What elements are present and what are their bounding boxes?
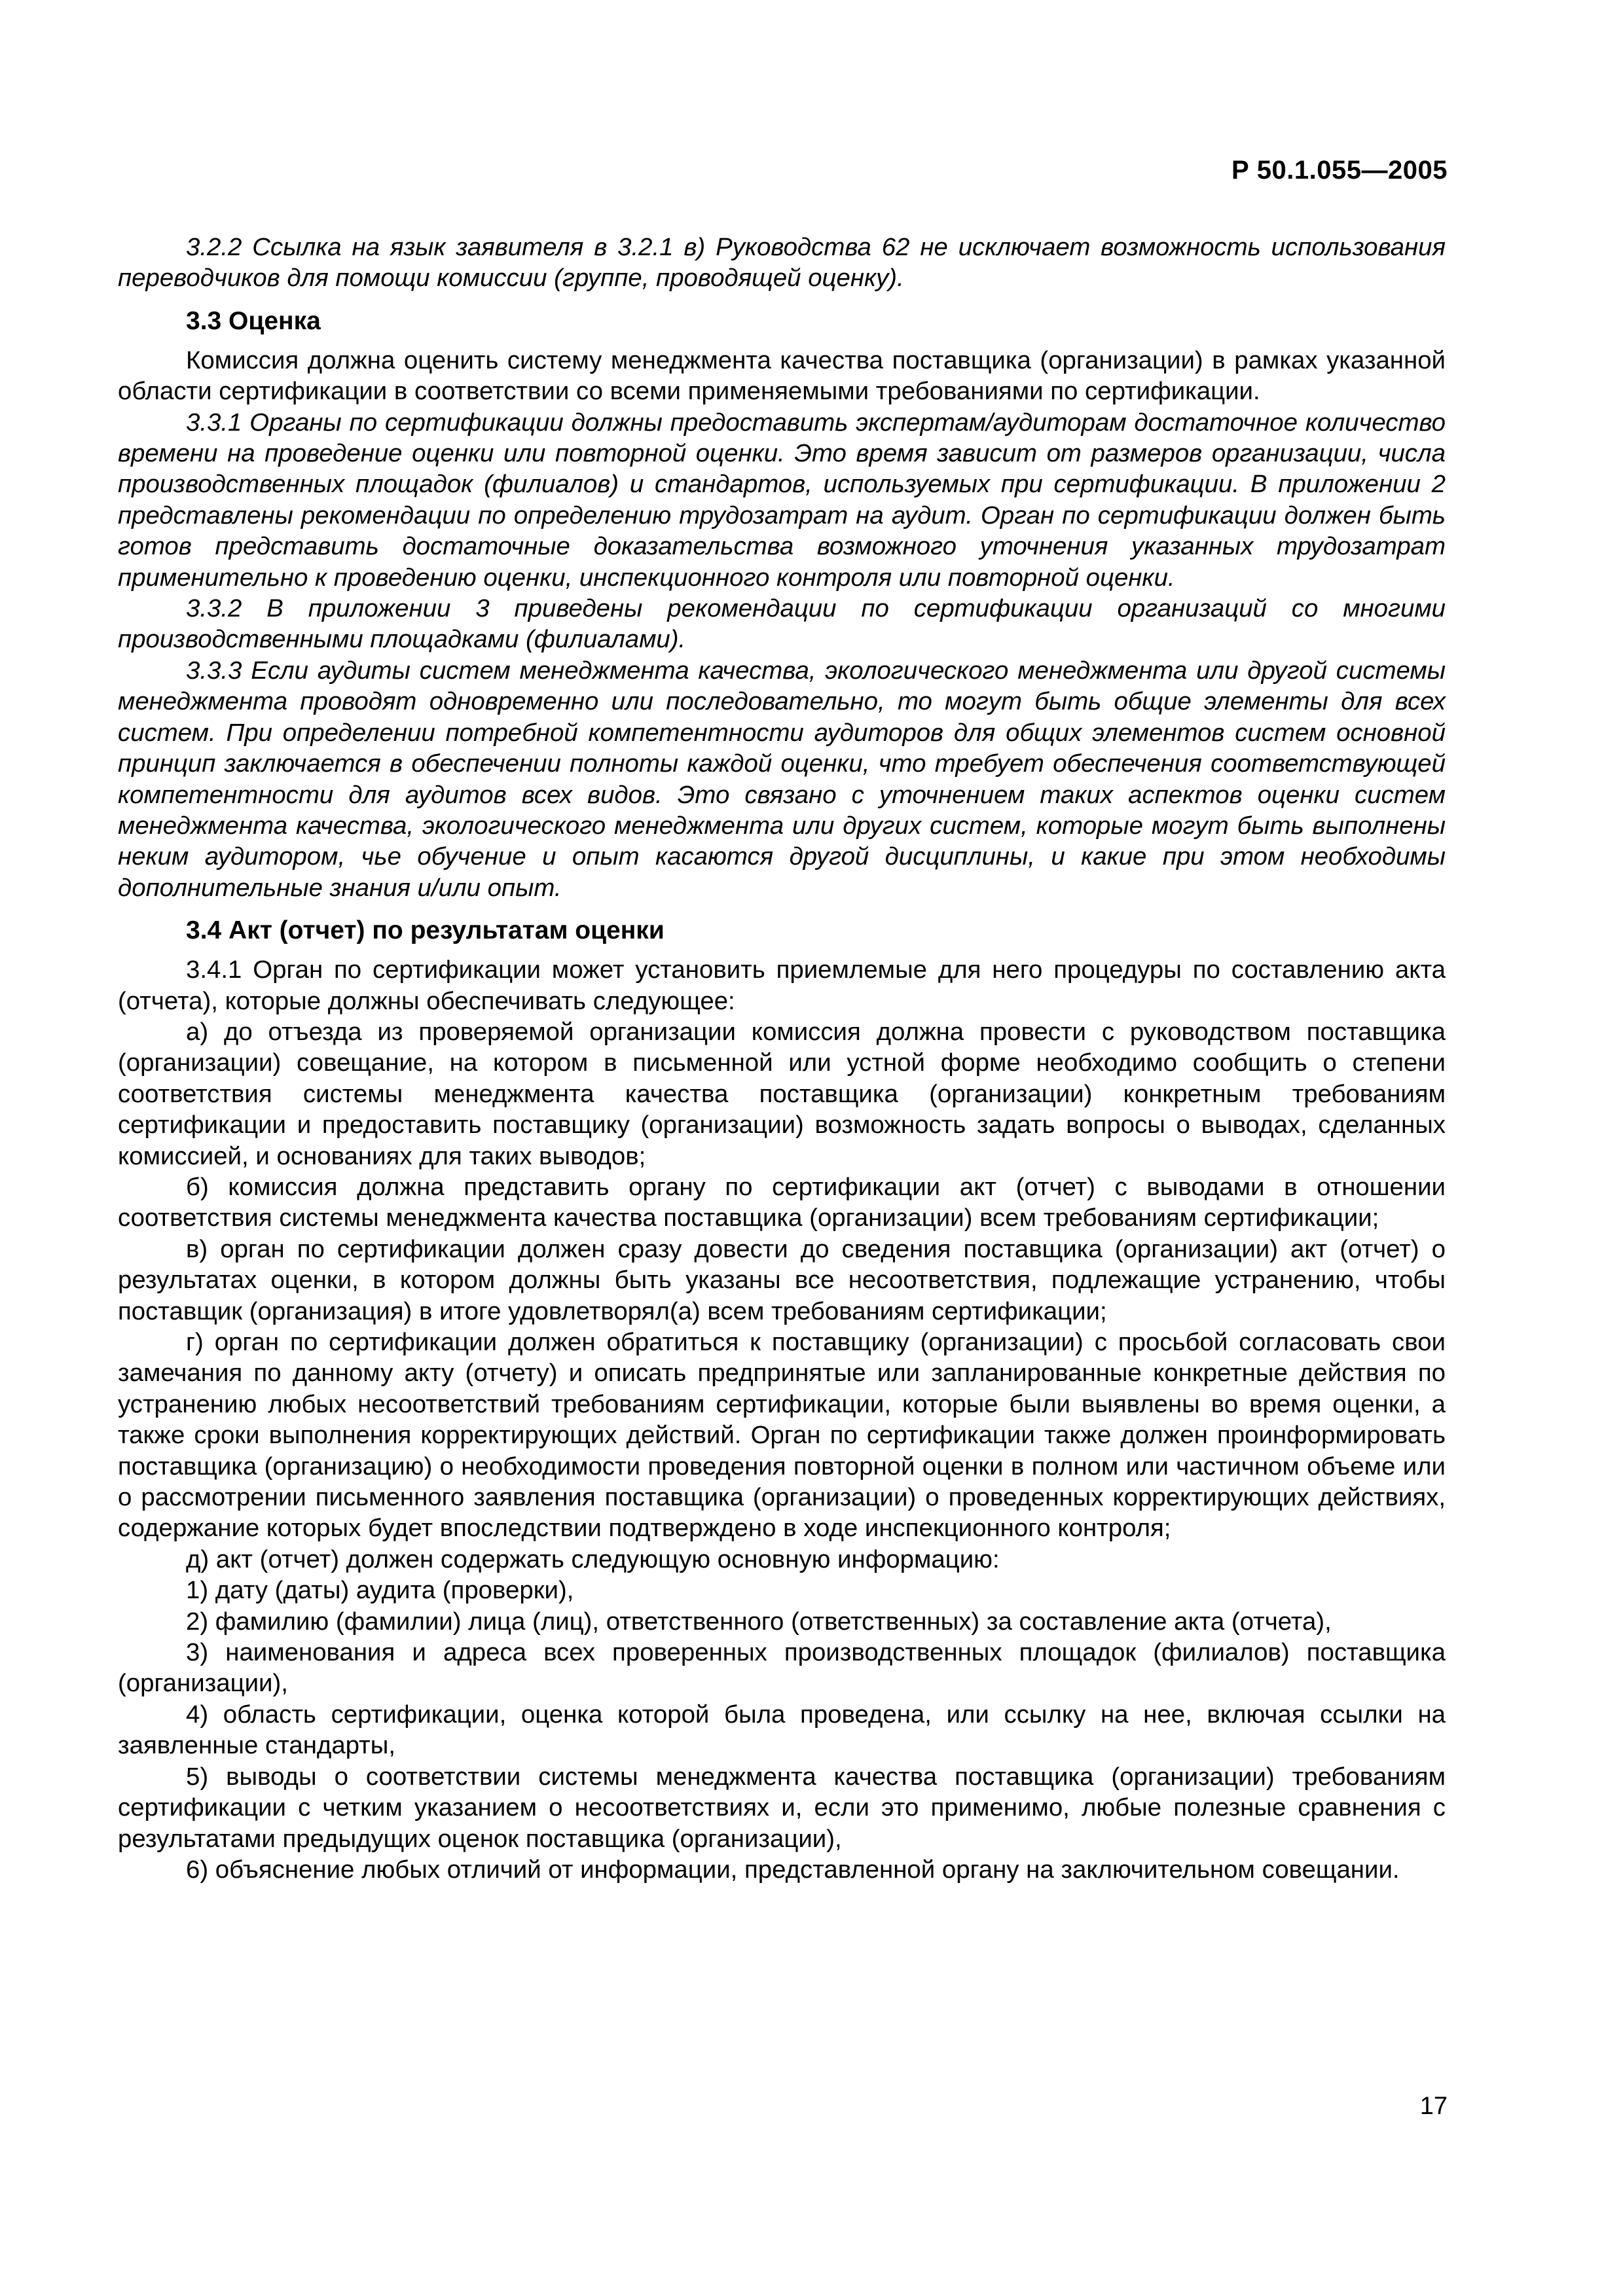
document-code-header: Р 50.1.055—2005 bbox=[1231, 156, 1448, 185]
paragraph-3-2-2: 3.2.2 Ссылка на язык заявителя в 3.2.1 в) Руководства 62 не исключает возможность использования переводчиков для помощи комиссии (группе, проводящей оценку). bbox=[118, 233, 1446, 293]
document-body bbox=[118, 232, 1446, 1885]
list-item-g: г) орган по сертификации должен обратиться к поставщику (организации) с просьбой согласовать свои замечания по данному акту (отчету) и описать предпринятые или запланированные конкретные действия по устранению любых несоответствий требованиям сертификации, которые были выявлены во время оценки, а также сроки выполнения корректирующих действий. Орган по сертификации также должен проинформировать поставщика (организацию) о необходимости проведения повторной оценки в полном или частичном объеме или о рассмотрении письменного заявления поставщика (организации) о проведенных корректирующих действиях, содержание которых будет впоследствии подтверждено в ходе инспекционного контроля; bbox=[118, 1328, 1446, 1543]
sub-item-6: 6) объяснение любых отличий от информации, представленной органу на заключительном совещании. bbox=[186, 1855, 1400, 1884]
paragraph-3-3-intro: Комиссия должна оценить систему менеджмента качества поставщика (организации) в рамках указанной области сертификации в соответствии со всеми применяемыми требованиями по сертификации. bbox=[118, 346, 1446, 406]
list-item-a: а) до отъезда из проверяемой организации комиссия должна провести с руководством поставщика (организации) совещание, на котором в письменной или устной форме необходимо сообщить о степени соответствия системы менеджмента качества поставщика (организации) конкретным требованиям сертификации и предоставить поставщику (организации) возможность задать вопросы о выводах, сделанных комиссией, и основаниях для таких выводов; bbox=[118, 1017, 1446, 1170]
sub-item-2: 2) фамилию (фамилии) лица (лиц), ответственного (ответственных) за составление акта (отчета), bbox=[186, 1607, 1332, 1636]
paragraph-3-3-2: 3.3.2 В приложении 3 приведены рекомендации по сертификации организаций со многими производственными площадками (филиалами). bbox=[118, 594, 1446, 654]
list-item-d: д) акт (отчет) должен содержать следующую основную информацию: bbox=[186, 1545, 1000, 1573]
sub-item-5: 5) выводы о соответствии системы менеджмента качества поставщика (организации) требованиям сертификации с четким указанием о несоответствиях и, если это применимо, любые полезные сравнения с результатами предыдущих оценок поставщика (организации), bbox=[118, 1762, 1446, 1853]
list-item-v: в) орган по сертификации должен сразу довести до сведения поставщика (организации) акт (отчет) о результатах оценки, в котором должны быть указаны все несоответствия, подлежащие устранению, чтобы поставщик (организация) в итоге удовлетворял(а) всем требованиям сертификации; bbox=[118, 1234, 1446, 1325]
sub-item-3: 3) наименования и адреса всех проверенных производственных площадок (филиалов) поставщика (организации), bbox=[118, 1638, 1446, 1698]
section-heading-3-4: 3.4 Акт (отчет) по результатам оценки bbox=[186, 916, 665, 945]
list-item-b: б) комиссия должна представить органу по сертификации акт (отчет) с выводами в отношении соответствия системы менеджмента качества поставщика (организации) всем требованиям сертификации; bbox=[118, 1172, 1446, 1232]
paragraph-3-3-1: 3.3.1 Органы по сертификации должны предоставить экспертам/аудиторам достаточное количество времени на проведение оценки или повторной оценки. Это время зависит от размеров организации, числа производственных площадок (филиалов) и стандартов, используемых при сертификации. В приложении 2 представлены рекомендации по определению трудозатрат на аудит. Орган по сертификации должен быть готов представить достаточные доказательства возможного уточнения указанных трудозатрат применительно к проведению оценки, инспекционного контроля или повторной оценки. bbox=[118, 408, 1446, 592]
paragraph-3-4-1: 3.4.1 Орган по сертификации может установить приемлемые для него процедуры по составлению акта (отчета), которые должны обеспечивать следующее: bbox=[118, 956, 1446, 1015]
paragraph-3-3-3: 3.3.3 Если аудиты систем менеджмента качества, экологического менеджмента или другой системы менеджмента проводят одновременно или последовательно, то могут быть общие элементы для всех систем. При определении потребной компетентности аудиторов для общих элементов систем основной принцип заключается в обеспечении полноты каждой оценки, что требует обеспечения соответствующей компетентности для аудитов всех видов. Это связано с уточнением таких аспектов оценки систем менеджмента качества, экологического менеджмента или других систем, которые могут быть выполнены неким аудитором, чье обучение и опыт касаются другой дисциплины, и какие при этом необходимы дополнительные знания и/или опыт. bbox=[118, 656, 1446, 902]
sub-item-1: 1) дату (даты) аудита (проверки), bbox=[186, 1576, 574, 1605]
section-heading-3-3: 3.3 Оценка bbox=[186, 306, 321, 335]
page-number: 17 bbox=[1419, 2092, 1448, 2120]
sub-item-4: 4) область сертификации, оценка которой была проведена, или ссылку на нее, включая ссылки на заявленные стандарты, bbox=[118, 1700, 1446, 1760]
